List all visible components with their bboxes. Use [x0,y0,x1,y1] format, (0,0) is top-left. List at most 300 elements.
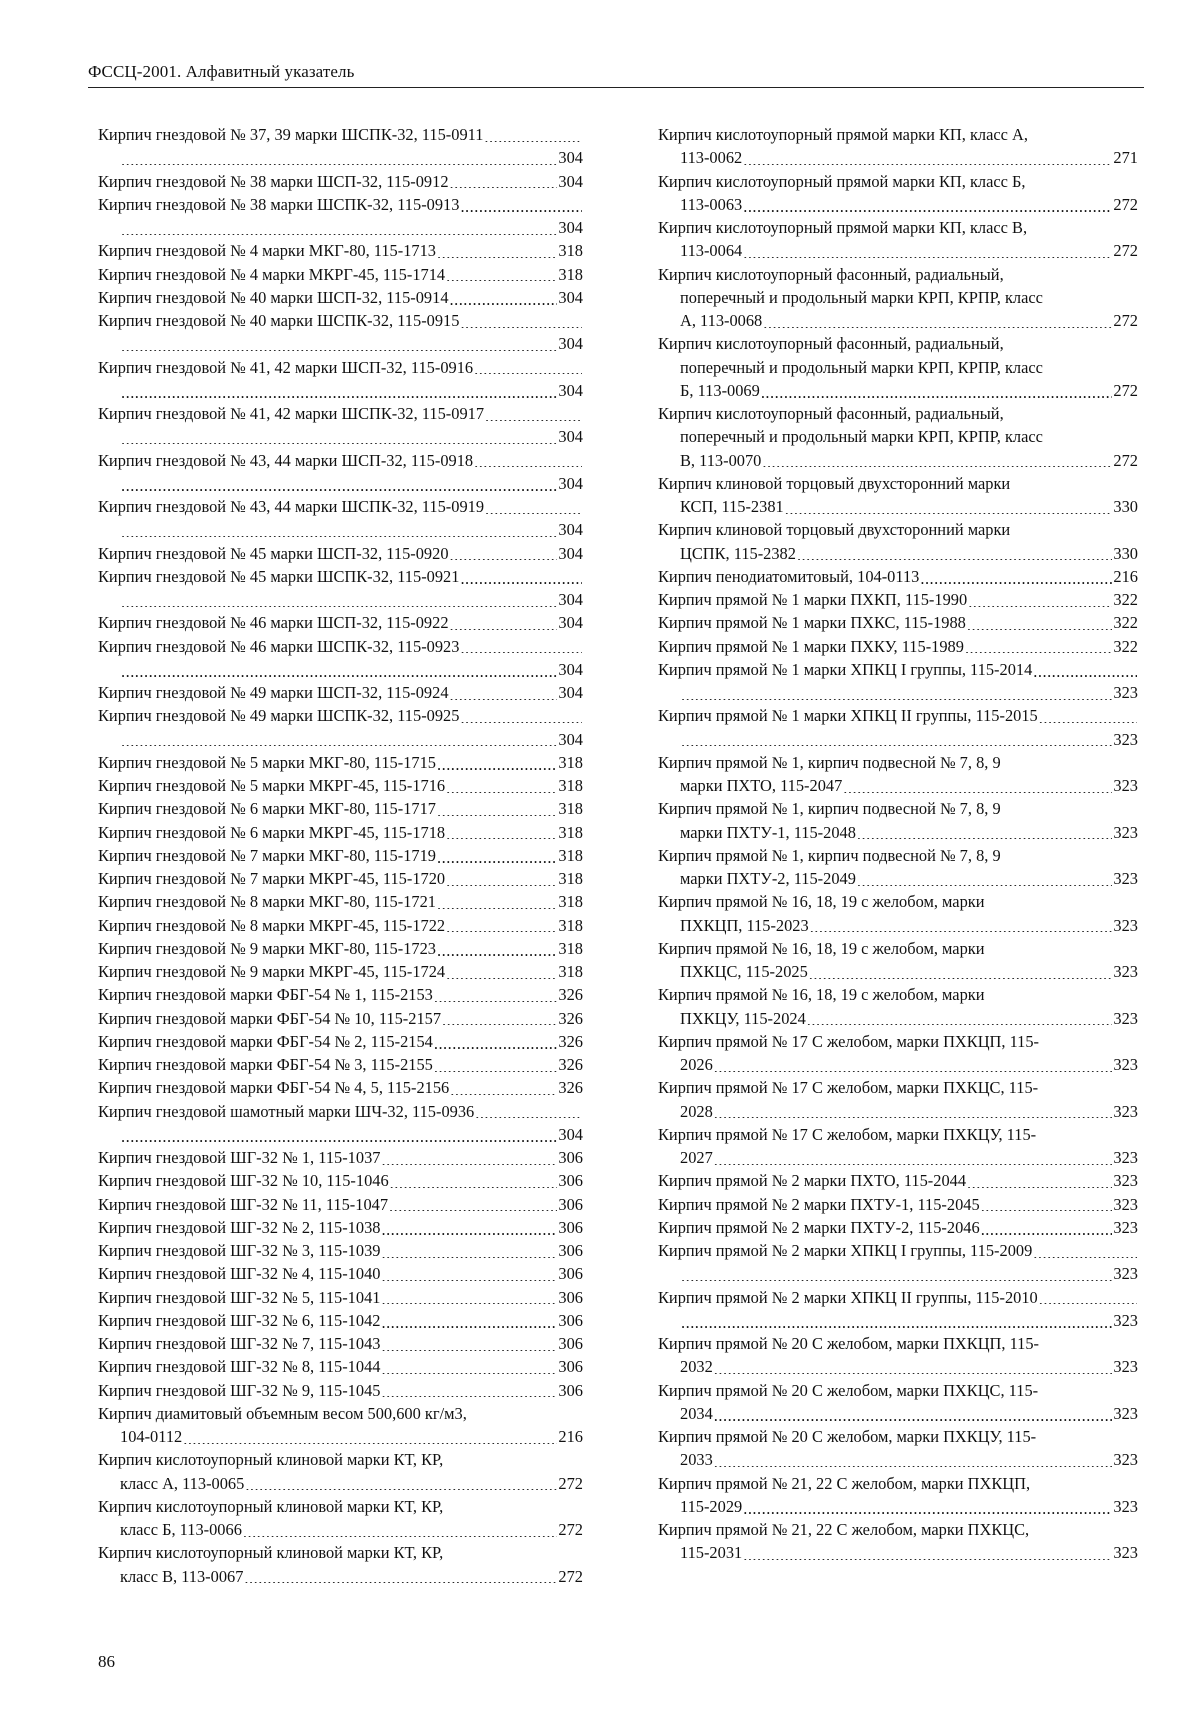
index-entry-line [658,216,1138,239]
index-entry-line [98,1541,583,1564]
dot-leader [474,451,582,467]
dot-leader [446,777,557,793]
index-entry [658,751,1138,798]
index-entry-line [658,449,1138,472]
index-entry [658,518,1138,565]
index-entry-line [98,1239,583,1262]
index-entry-page: 304 [558,148,583,168]
index-entry-page: 323 [1113,869,1138,888]
index-entry [98,1053,583,1076]
index-entry-text: Кирпич гнездовой ШГ-32 № 8, 115-1044 [98,1357,381,1377]
index-entry-text: Кирпич гнездовой № 43, 44 марки ШСПК-32, 115-0919 [98,497,485,516]
index-entry-page: 272 [1113,311,1138,330]
index-entry-text: Кирпич гнездовой № 8 марки МКРГ-45, 115-1722 [98,915,446,935]
index-entry-page: 304 [558,520,583,540]
index-entry-text: Кирпич прямой № 1 марки ХПКЦ I группы, 115-2014 [658,659,1033,679]
index-entry [658,1332,1138,1379]
dot-leader [381,1149,557,1165]
dot-leader [437,242,557,258]
index-entry-page: 318 [558,915,583,935]
index-entry-page: 323 [1113,1217,1138,1237]
index-entry-text: Б, 113-0069 [680,380,760,400]
index-entry-text: Кирпич гнездовой № 40 марки ШСПК-32, 115-0915 [98,311,460,330]
dot-leader [442,1009,557,1025]
index-entry-text: Кирпич прямой № 17 С желобом, марки ПХКЦУ, 115- [658,1124,1037,1144]
index-entry [658,797,1138,844]
index-entry-line [658,425,1138,448]
dot-leader [1039,707,1137,723]
dot-leader [381,1381,557,1397]
index-entry-text: Кирпич гнездовой № 46 марки ШСПК-32, 115-0923 [98,636,460,656]
index-entry-line [98,449,583,472]
index-entry-leader-line [658,1262,1138,1285]
index-entry-line [658,867,1138,890]
index-entry-line [98,1007,583,1030]
dot-leader [121,660,557,676]
index-entry [658,170,1138,217]
index-entry-page: 304 [558,1124,583,1144]
index-entry [658,658,1138,705]
index-entry-text: Кирпич кислотоупорный фасонный, радиальный, [658,264,1004,284]
index-entry-text: Кирпич гнездовой № 49 марки ШСПК-32, 115-0925 [98,706,460,726]
dot-leader [762,451,1112,467]
index-entry-line [98,1402,583,1425]
index-entry-line [98,797,583,820]
dot-leader [843,777,1112,793]
index-entry-line [98,751,583,774]
dot-leader [714,1056,1113,1072]
dot-leader [446,870,557,886]
index-entry-line [98,1216,583,1239]
index-entry [98,1146,583,1169]
dot-leader [381,1218,557,1234]
index-entry-text: Кирпич кислотоупорный прямой марки КП, класс В, [658,218,1028,237]
index-entry-page: 323 [1113,1101,1138,1121]
index-entry-page: 326 [558,1031,583,1051]
index-entry [658,1216,1138,1239]
index-entry-line [658,704,1138,727]
index-entry-page: 323 [1113,915,1138,935]
index-entry [658,216,1138,263]
index-entry [98,263,583,286]
dot-leader [797,544,1112,560]
index-entry-text: Кирпич прямой № 1, кирпич подвесной № 7, 8, 9 [658,799,1001,819]
index-entry-leader-line [98,425,583,448]
index-entry-page: 323 [1113,1264,1138,1284]
dot-leader [1033,660,1137,676]
index-entry [98,635,583,682]
index-entry-page: 318 [558,962,583,981]
index-entry-page: 304 [558,334,583,354]
dot-leader [245,1474,557,1490]
dot-leader [434,1056,558,1072]
dot-leader [743,149,1112,165]
index-entry-leader-line [98,472,583,495]
dot-leader [681,1311,1112,1327]
index-entry-text: Кирпич гнездовой марки ФБГ-54 № 1, 115-2153 [98,985,433,1005]
index-entry-line [98,565,583,588]
index-entry-text: Кирпич прямой № 2 марки ХПКЦ II группы, 115-2010 [658,1287,1038,1307]
index-entry-text: Кирпич кислотоупорный фасонный, радиальный, [658,334,1004,354]
dot-leader [381,1358,557,1374]
index-entry-page: 272 [558,1520,583,1539]
index-entry [658,611,1138,634]
index-entry-page: 304 [558,171,583,191]
index-entry [658,1379,1138,1426]
index-entry-line [98,1100,583,1123]
index-entry-text: 113-0064 [680,241,743,261]
index-entry-page: 272 [1113,194,1138,214]
index-entry-line [98,263,583,286]
index-entry [658,983,1138,1030]
index-entry-page: 318 [558,799,583,819]
index-entry-text: Кирпич гнездовой № 4 марки МКГ-80, 115-1713 [98,241,436,261]
dot-leader [460,637,582,653]
dot-leader [785,498,1113,514]
index-entry-leader-line [98,518,583,541]
index-column-left [98,123,583,1588]
dot-leader [446,823,557,839]
index-entry [658,1169,1138,1192]
index-entry-line [98,1332,583,1355]
dot-leader [460,567,582,583]
index-entry-line [658,1007,1138,1030]
index-entry-page: 323 [1113,1171,1138,1191]
header-title: ФССЦ-2001. Алфавитный указатель [88,62,355,81]
index-entry-line [98,1379,583,1402]
index-entry-line [98,1262,583,1285]
index-entry-page: 306 [558,1334,583,1353]
index-entry-text: класс В, 113-0067 [120,1566,244,1586]
index-entry-line [98,1076,583,1099]
index-entry-line [98,844,583,867]
index-entry-text: Кирпич гнездовой шамотный марки ШЧ-32, 115-0936 [98,1101,475,1121]
dot-leader [450,172,558,188]
index-entry-line [658,1518,1138,1541]
index-entry-page: 318 [558,241,583,261]
index-entry-text: поперечный и продольный марки КРП, КРПР, класс [680,357,1043,377]
index-entry-page: 318 [558,822,583,842]
index-entry-text: Кирпич прямой № 1 марки ХПКЦ II группы, 115-2015 [658,706,1038,726]
index-entry-text: Кирпич гнездовой ШГ-32 № 10, 115-1046 [98,1171,389,1191]
index-entry-line [98,937,583,960]
dot-leader [434,1032,558,1048]
index-entry-line [98,1309,583,1332]
dot-leader [857,870,1112,886]
index-entry-page: 318 [558,752,583,772]
index-entry [98,1262,583,1285]
index-entry-text: Кирпич гнездовой № 38 марки ШСПК-32, 115-0913 [98,194,460,214]
index-entry-text: 115-2029 [680,1496,743,1516]
dot-leader [681,684,1112,700]
index-entry-line [98,983,583,1006]
index-entry-text: Кирпич прямой № 21, 22 С желобом, марки ПХКЦП, [658,1473,1031,1493]
index-entry-line [98,890,583,913]
index-entry-line [658,1193,1138,1216]
dot-leader [183,1428,557,1444]
index-entry-text: Кирпич гнездовой № 43, 44 марки ШСП-32, 115-0918 [98,450,474,470]
index-entry [98,1030,583,1053]
index-entry-text: 104-0112 [120,1427,183,1446]
index-entry [98,1332,583,1355]
index-entry [98,1239,583,1262]
index-entry-line [658,309,1138,332]
index-entry-leader-line [98,216,583,239]
index-entry-line [658,1379,1138,1402]
index-entry-line [658,379,1138,402]
index-entry [98,123,583,170]
index-entry-page: 304 [558,473,583,493]
dot-leader [121,1125,557,1141]
dot-leader [460,195,582,211]
index-entry-line [658,518,1138,541]
index-entry-text: Кирпич гнездовой № 9 марки МКРГ-45, 115-1724 [98,962,446,981]
index-entry-text: марки ПХТУ-2, 115-2049 [680,869,856,888]
index-entry-line [658,170,1138,193]
index-entry-line [98,1146,583,1169]
dot-leader [809,963,1113,979]
index-entry-text: Кирпич гнездовой марки ФБГ-54 № 10, 115-2157 [98,1008,442,1028]
index-entry-line [98,914,583,937]
index-entry-page: 304 [558,218,583,237]
index-entry-text: 113-0062 [680,148,743,168]
index-entry-leader-line [658,1309,1138,1332]
index-entry-line [98,1053,583,1076]
index-entry-text: Кирпич прямой № 20 С желобом, марки ПХКЦП, 115- [658,1334,1040,1353]
dot-leader [389,1195,557,1211]
index-entry [658,1076,1138,1123]
index-entry-text: Кирпич гнездовой № 45 марки ШСП-32, 115-0920 [98,543,449,563]
index-entry-text: 2026 [680,1055,713,1074]
dot-leader [681,730,1112,746]
index-entry-text: Кирпич гнездовой № 8 марки МКГ-80, 115-1721 [98,892,436,912]
dot-leader [743,242,1112,258]
index-entry-line [658,914,1138,937]
index-entry [98,286,583,309]
index-entry-page: 271 [1113,148,1138,168]
index-entry-line [658,937,1138,960]
dot-leader [714,1149,1113,1165]
index-entry-page: 323 [1113,962,1138,981]
index-entry-text: 2027 [680,1148,713,1167]
index-entry-page: 323 [1113,1403,1138,1423]
index-entry-line [658,239,1138,262]
index-entry-text: ПХКЦП, 115-2023 [680,915,809,935]
index-entry [658,1425,1138,1472]
index-entry-line [658,751,1138,774]
index-entry-text: Кирпич прямой № 1 марки ПХКП, 115-1990 [658,590,968,609]
index-entry-line [658,1402,1138,1425]
dot-leader [981,1218,1113,1234]
index-entry [98,1448,583,1495]
dot-leader [763,312,1112,328]
index-entry-text: Кирпич прямой № 1, кирпич подвесной № 7, 8, 9 [658,752,1001,772]
index-entry [658,1123,1138,1170]
page-number: 86 [98,1652,115,1671]
index-entry-line [98,170,583,193]
index-entry-line [658,588,1138,611]
index-entry-text: Кирпич гнездовой № 4 марки МКРГ-45, 115-1714 [98,264,446,284]
index-entry [98,681,583,704]
index-entry-page: 323 [1113,1357,1138,1377]
index-entry-text: Кирпич гнездовой № 6 марки МКГ-80, 115-1717 [98,799,436,819]
index-entry-text: Кирпич прямой № 20 С желобом, марки ПХКЦС, 115- [658,1380,1039,1400]
dot-leader [743,1544,1112,1560]
index-entry-page: 304 [558,613,583,633]
index-entry-text: Кирпич прямой № 16, 18, 19 с желобом, марки [658,892,985,912]
dot-leader [434,986,558,1002]
index-entry [658,402,1138,472]
index-entry-text: Кирпич гнездовой № 7 марки МКРГ-45, 115-1720 [98,869,446,888]
index-entry-page: 318 [558,845,583,865]
index-entry-text: Кирпич прямой № 2 марки ПХТО, 115-2044 [658,1171,967,1191]
dot-leader [920,567,1112,583]
index-entry-text: Кирпич гнездовой № 41, 42 марки ШСПК-32, 115-0917 [98,404,485,423]
index-entry [98,1495,583,1542]
index-entry [658,588,1138,611]
dot-leader [121,219,557,235]
index-entry-line [658,797,1138,820]
index-entry-line [98,704,583,727]
index-entry-line [98,1169,583,1192]
index-entry-text: 115-2031 [680,1543,743,1563]
index-entry-text: Кирпич кислотоупорный клиновой марки КТ, КР, [98,1496,444,1516]
index-entry-page: 323 [1113,1008,1138,1028]
index-entry [98,1007,583,1030]
index-entry [98,774,583,797]
dot-leader [714,1102,1113,1118]
index-entry-line [658,611,1138,634]
index-entry-page: 318 [558,869,583,888]
index-entry-line [98,1030,583,1053]
dot-leader [450,288,558,304]
index-entry-text: Кирпич гнездовой № 45 марки ШСПК-32, 115-0921 [98,566,460,586]
index-entry-text: Кирпич гнездовой № 38 марки ШСП-32, 115-0912 [98,171,449,191]
index-entry-line [98,960,583,983]
dot-leader [450,1079,557,1095]
index-entry [98,890,583,913]
index-entry [98,1169,583,1192]
index-entry-page: 323 [1113,1148,1138,1167]
index-entry-line [658,1448,1138,1471]
dot-leader [981,1195,1113,1211]
index-entry-leader-line [98,332,583,355]
index-entry-page: 318 [558,938,583,958]
index-entry-text: Кирпич гнездовой ШГ-32 № 4, 115-1040 [98,1264,381,1284]
index-entry-page: 304 [558,659,583,679]
index-entry-line [658,263,1138,286]
index-entry-page: 323 [1113,1496,1138,1516]
index-entry-line [658,332,1138,355]
index-entry-page: 323 [1113,822,1138,842]
index-entry-line [658,635,1138,658]
dot-leader [121,474,557,490]
index-entry-text: ПХКЦС, 115-2025 [680,962,808,981]
index-entry-line [98,1518,583,1541]
index-entry [658,263,1138,333]
index-entry-line [658,1216,1138,1239]
index-entry [98,542,583,565]
index-entry-leader-line [98,1123,583,1146]
index-entry [98,611,583,634]
index-entry [658,844,1138,891]
index-entry-page: 272 [1113,380,1138,400]
index-entry-line [98,867,583,890]
dot-leader [1033,1242,1137,1258]
index-entry [658,890,1138,937]
index-entry-line [98,239,583,262]
index-entry-line [98,821,583,844]
dot-leader [437,753,557,769]
index-entry-line [658,890,1138,913]
index-entry-line [98,611,583,634]
index-entry-line [658,960,1138,983]
index-entry-text: Кирпич гнездовой ШГ-32 № 6, 115-1042 [98,1310,381,1330]
index-entry-page: 323 [1113,1450,1138,1470]
index-entry-text: Кирпич кислотоупорный клиновой марки КТ, КР, [98,1450,444,1470]
dot-leader [437,846,557,862]
index-entry-line [98,123,583,146]
index-entry [98,1076,583,1099]
index-entry-text: Кирпич прямой № 1, кирпич подвесной № 7, 8, 9 [658,845,1001,865]
index-entry [658,635,1138,658]
index-entry-line [98,495,583,518]
index-entry-text: марки ПХТО, 115-2047 [680,776,843,795]
index-entry-page: 304 [558,543,583,563]
index-entry-text: Кирпич прямой № 1 марки ПХКС, 115-1988 [658,613,966,633]
index-entry-page: 304 [558,590,583,609]
index-entry-line [658,1425,1138,1448]
index-entry-text: Кирпич прямой № 16, 18, 19 с желобом, марки [658,985,985,1005]
index-entry [98,704,583,751]
index-entry-line [658,1053,1138,1076]
dot-leader [437,939,557,955]
index-entry [658,704,1138,751]
index-entry-line [658,1541,1138,1564]
index-entry-line [658,1239,1138,1262]
index-entry-text: 113-0063 [680,194,743,214]
index-entry-line [98,356,583,379]
dot-leader [446,265,557,281]
index-entry-text: Кирпич гнездовой № 7 марки МКГ-80, 115-1719 [98,845,436,865]
index-entry-line [658,356,1138,379]
dot-leader [857,823,1112,839]
index-entry-page: 326 [558,1055,583,1074]
index-entry-line [98,1565,583,1588]
index-entry-text: поперечный и продольный марки КРП, КРПР, класс [680,287,1043,307]
dot-leader [446,916,557,932]
index-entry-page: 323 [1113,1543,1138,1563]
index-entry-text: Кирпич диамитовый объемным весом 500,600 кг/м3, [98,1403,467,1423]
index-entry [98,356,583,403]
index-entry-text: 2032 [680,1357,713,1377]
dot-leader [474,358,582,374]
index-entry-line [658,844,1138,867]
index-entry-line [98,1472,583,1495]
index-entry [658,332,1138,402]
index-entry-text: Кирпич прямой № 1 марки ПХКУ, 115-1989 [658,636,964,656]
index-entry-text: ПХКЦУ, 115-2024 [680,1008,806,1028]
index-entry [658,1193,1138,1216]
index-entry [98,565,583,612]
index-entry-line [98,402,583,425]
index-entry [98,821,583,844]
index-entry-line [98,1448,583,1471]
index-entry [658,472,1138,519]
dot-leader [243,1521,558,1537]
dot-leader [681,1265,1112,1281]
dot-leader [121,428,557,444]
